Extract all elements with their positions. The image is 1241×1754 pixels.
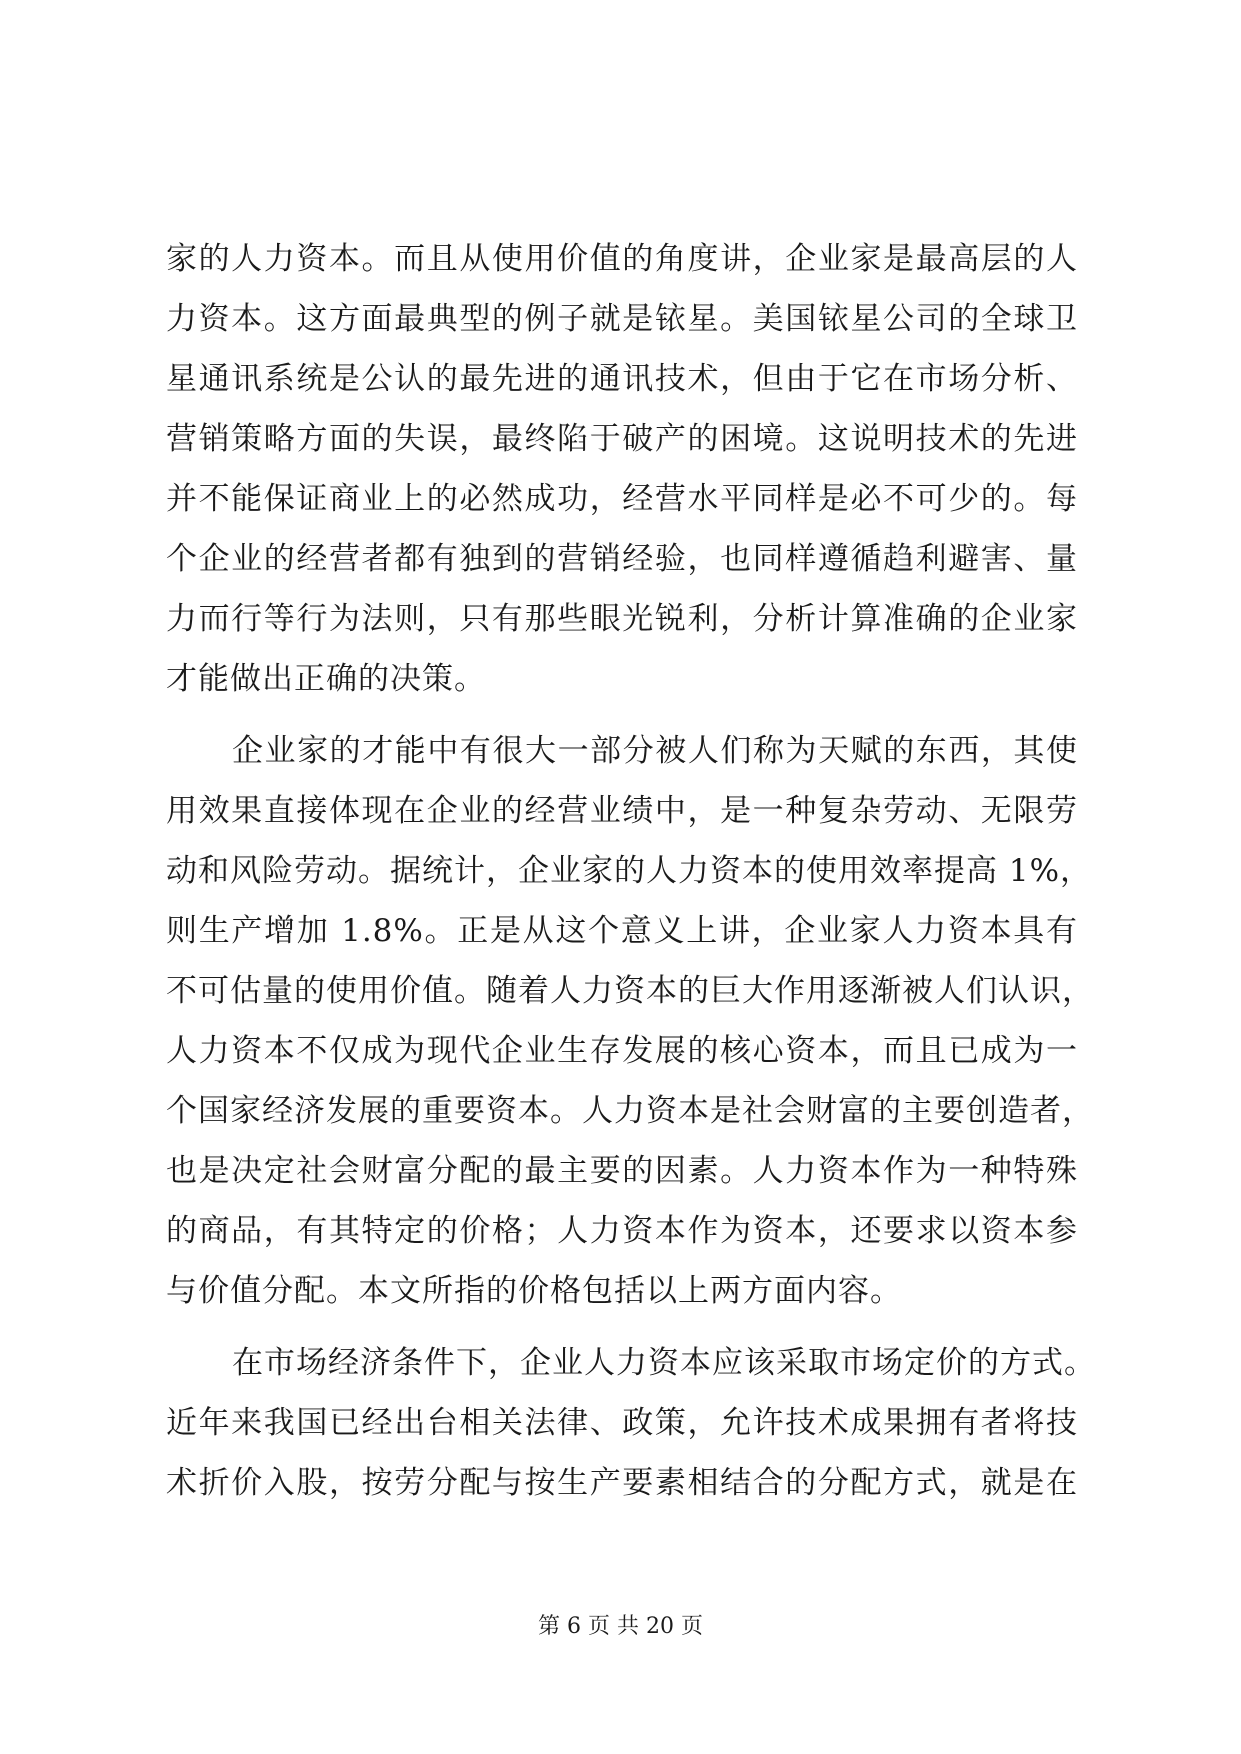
text-line: 用效果直接体现在企业的经营业绩中，是一种复杂劳动、无限劳 xyxy=(166,793,1078,829)
text-line: 不可估量的使用价值。随着人力资本的巨大作用逐渐被人们认识， xyxy=(166,973,1094,1009)
text-line: 的商品，有其特定的价格；人力资本作为资本，还要求以资本参 xyxy=(166,1213,1078,1249)
text-line: 在市场经济条件下，企业人力资本应该采取市场定价的方式。 xyxy=(232,1345,1096,1381)
paragraph xyxy=(166,229,1078,709)
text-line: 动和风险劳动。据统计，企业家的人力资本的使用效率提高 1%， xyxy=(166,853,1093,889)
text-line: 人力资本不仅成为现代企业生存发展的核心资本，而且已成为一 xyxy=(166,1033,1078,1069)
text-line: 近年来我国已经出台相关法律、政策，允许技术成果拥有者将技 xyxy=(166,1405,1078,1441)
document-body xyxy=(166,229,1096,1513)
text-line: 与价值分配。本文所指的价格包括以上两方面内容。 xyxy=(166,1273,902,1309)
text-line: 力资本。这方面最典型的例子就是铱星。美国铱星公司的全球卫 xyxy=(166,301,1078,337)
text-line: 企业家的才能中有很大一部分被人们称为天赋的东西，其使 xyxy=(232,733,1078,769)
text-line: 星通讯系统是公认的最先进的通讯技术，但由于它在市场分析、 xyxy=(166,361,1078,397)
paragraph xyxy=(166,1333,1096,1513)
text-line: 则生产增加 1.8%。正是从这个意义上讲，企业家人力资本具有 xyxy=(166,913,1078,949)
text-line: 并不能保证商业上的必然成功，经营水平同样是必不可少的。每 xyxy=(166,481,1078,517)
text-line: 家的人力资本。而且从使用价值的角度讲，企业家是最高层的人 xyxy=(166,241,1078,277)
text-line: 营销策略方面的失误，最终陷于破产的困境。这说明技术的先进 xyxy=(166,421,1078,457)
paragraph xyxy=(166,721,1094,1321)
text-line: 个企业的经营者都有独到的营销经验，也同样遵循趋利避害、量 xyxy=(166,541,1078,577)
text-line: 术折价入股，按劳分配与按生产要素相结合的分配方式，就是在 xyxy=(166,1465,1078,1501)
text-line: 也是决定社会财富分配的最主要的因素。人力资本作为一种特殊 xyxy=(166,1153,1078,1189)
text-line: 个国家经济发展的重要资本。人力资本是社会财富的主要创造者， xyxy=(166,1093,1094,1129)
text-line: 才能做出正确的决策。 xyxy=(166,661,486,697)
page-footer: 第 6 页 共 20 页 xyxy=(538,1614,703,1639)
text-line: 力而行等行为法则，只有那些眼光锐利，分析计算准确的企业家 xyxy=(166,601,1078,637)
